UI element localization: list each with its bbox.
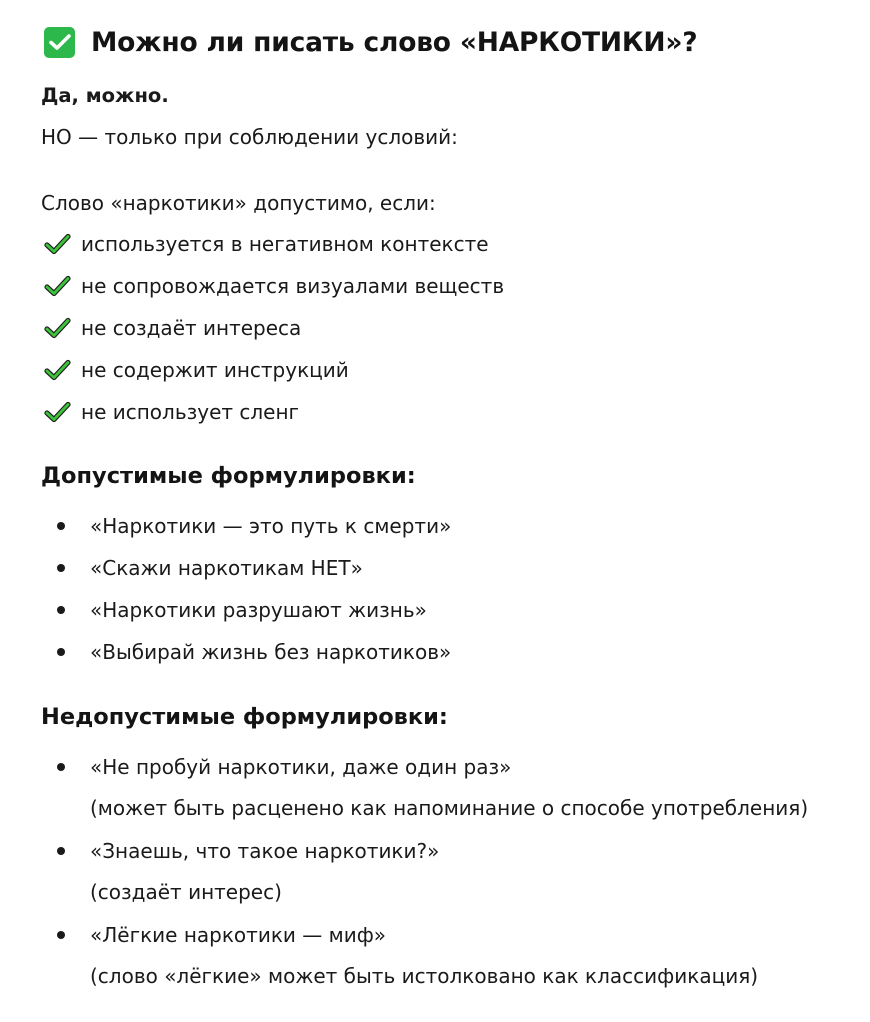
- heavy-check-mark-icon: [44, 359, 71, 381]
- condition-intro: НО — только при соблюдении условий:: [41, 125, 458, 149]
- unacceptable-item-note: (создаёт интерес): [90, 880, 282, 904]
- list-item: [57, 512, 451, 540]
- heavy-check-mark-icon: [44, 401, 71, 423]
- bullet-icon: [57, 522, 65, 530]
- bullet-icon: [57, 847, 65, 855]
- list-item: [57, 554, 363, 582]
- condition-item: [44, 230, 489, 258]
- bullet-icon: [57, 606, 65, 614]
- bullet-icon: [57, 763, 65, 771]
- condition-item: [44, 314, 301, 342]
- condition-item: [44, 356, 349, 384]
- condition-item-text: не сопровождается визуалами веществ: [81, 274, 505, 298]
- allowed-if-intro: Слово «наркотики» допустимо, если:: [41, 191, 436, 215]
- condition-item-text: не содержит инструкций: [81, 358, 349, 382]
- unacceptable-item-text: «Знаешь, что такое наркотики?»: [90, 839, 440, 863]
- unacceptable-item-note: (слово «лёгкие» может быть истолковано как классификация): [90, 964, 759, 988]
- answer-text: Да, можно.: [41, 84, 169, 107]
- condition-item-text: используется в негативном контексте: [81, 232, 489, 256]
- heavy-check-mark-icon: [44, 275, 71, 297]
- list-item: [57, 753, 511, 781]
- condition-item: [44, 398, 299, 426]
- check-mark-button-icon: [44, 27, 75, 58]
- title-text: Можно ли писать слово «НАРКОТИКИ»?: [91, 26, 698, 58]
- list-item: [57, 921, 386, 949]
- acceptable-item-text: «Наркотики — это путь к смерти»: [90, 514, 452, 538]
- condition-item-text: не создаёт интереса: [81, 316, 302, 340]
- list-item: [57, 638, 451, 666]
- acceptable-heading: Допустимые формулировки:: [41, 463, 416, 489]
- list-item: [57, 596, 427, 624]
- unacceptable-item-note: (может быть расценено как напоминание о способе употребления): [90, 796, 809, 820]
- acceptable-item-text: «Выбирай жизнь без наркотиков»: [90, 640, 452, 664]
- bullet-icon: [57, 931, 65, 939]
- bullet-icon: [57, 648, 65, 656]
- acceptable-item-text: «Скажи наркотикам НЕТ»: [90, 556, 363, 580]
- condition-item: [44, 272, 504, 300]
- unacceptable-item-text: «Лёгкие наркотики — миф»: [90, 923, 387, 947]
- list-item: [57, 837, 439, 865]
- unacceptable-heading: Недопустимые формулировки:: [41, 704, 448, 730]
- heavy-check-mark-icon: [44, 233, 71, 255]
- bullet-icon: [57, 564, 65, 572]
- condition-item-text: не использует сленг: [81, 400, 300, 424]
- acceptable-item-text: «Наркотики разрушают жизнь»: [90, 598, 427, 622]
- unacceptable-item-text: «Не пробуй наркотики, даже один раз»: [90, 755, 512, 779]
- heavy-check-mark-icon: [44, 317, 71, 339]
- page-title: [44, 22, 697, 62]
